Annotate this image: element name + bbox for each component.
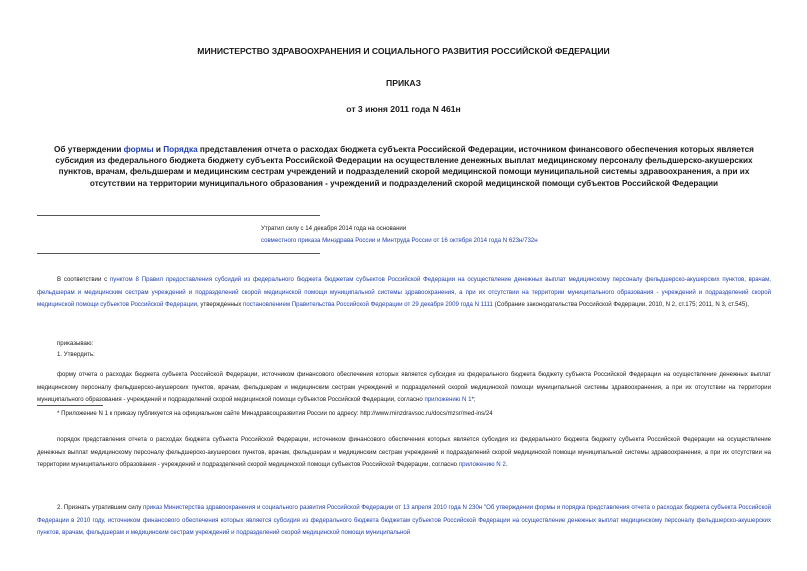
appendix-1-link[interactable]: приложению N 1 (424, 396, 472, 403)
divider (37, 215, 320, 216)
intro-text: В соответствии с (57, 276, 110, 283)
repeal-order-link[interactable]: совместного приказа Минздрава России и Минтруда России от 16 октября 2014 года N 623н/732н (261, 237, 538, 244)
item2-text: 2. Признать утратившим силу (57, 504, 144, 511)
procedure-item-paragraph (37, 434, 771, 472)
intro-paragraph (37, 274, 771, 312)
title-text: представления отчета о расходах бюджета субъекта Российской Федерации, источником финансового обеспечения которых является субсидия из федерального бюджета бюджету субъекта Российской Федерации на осуществление денежных выплат медицинскому персоналу фельдшерско-акушерских пунктов, врачам, фельдшерам и медицинским сестрам учреждений и подразделений скорой медицинской помощи муниципальной системы здравоохранения, а при их отсутствии на территории муниципального образования - учреждений и подразделений скорой медицинской помощи субъектов Российской Федерации (55, 145, 754, 188)
repeal-note-text: Утратил силу с 14 декабря 2014 года на основании (261, 225, 407, 232)
form-item-suffix: *; (471, 396, 476, 403)
document-date-number: от 3 июня 2011 года N 461н (346, 104, 461, 114)
footnote-divider (37, 405, 103, 406)
intro-text: , утвержденных (197, 301, 244, 308)
rules-link[interactable]: пунктом 8 Правил предоставления субсидий из федерального бюджета бюджетам субъектов Российской Федерации на осуществление денежных выплат медицинскому персоналу фельдшерско-акушерских пунктов, врачам, фельдшерам и медицинским сестрам учреждений и подразделений скорой медицинской помощи муниципальной системы здравоохранения, а при их отсутствии на территории муниципального образования - учреждений и подразделений скорой медицинской помощи субъектов Российской Федерации (37, 276, 771, 308)
form-item-paragraph (37, 369, 771, 407)
decree-link[interactable]: постановлением Правительства Российской Федерации от 29 декабря 2009 года N 1111 (243, 301, 493, 308)
orders-line: приказываю: (57, 340, 94, 347)
form-item-text: форму отчета о расходах бюджета субъекта Российской Федерации, источником финансового обеспечения которых является субсидия из федерального бюджета бюджету субъекта Российской Федерации на осуществление денежных выплат медицинскому персоналу фельдшерско-акушерских пунктов, врачам, фельдшерам и медицинским сестрам учреждений и подразделений скорой медицинской помощи муниципальной системы здравоохранения, а при их отсутствии на территории муниципального образования - учреждений и подразделений скорой медицинской помощи субъектов Российской Федерации, согласно (37, 371, 771, 403)
divider (37, 253, 320, 254)
repealed-order-link[interactable]: приказ Министерства здравоохранения и социального развития Российской Федерации от 13 апреля 2010 года N 230н "Об утверждении формы и порядка представления отчета о расходах бюджета субъекта Российской Федерации в 2010 году, источником финансового обеспечения которых является субсидия из федерального бюджета бюджетам субъектов Российской Федерации на осуществление денежных выплат медицинскому персоналу фельдшерско-акушерских пунктов, врачам, фельдшерам и медицинским сестрам учреждений и подразделений скорой медицинской помощи муниципальной (37, 504, 771, 536)
repeal-note (261, 223, 641, 247)
title-link-form[interactable]: формы (123, 145, 154, 154)
title-link-procedure[interactable]: Порядка (163, 145, 198, 154)
procedure-item-suffix: . (505, 461, 508, 468)
ministry-header: МИНИСТЕРСТВО ЗДРАВООХРАНЕНИЯ И СОЦИАЛЬНОГО РАЗВИТИЯ РОССИЙСКОЙ ФЕДЕРАЦИИ (197, 46, 610, 56)
title-text: и (153, 145, 164, 154)
document-type: ПРИКАЗ (386, 78, 421, 88)
item2-paragraph (37, 502, 771, 540)
procedure-item-text: порядок представления отчета о расходах бюджета субъекта Российской Федерации, источником финансового обеспечения которых является субсидия из федерального бюджета бюджету субъекта Российской Федерации на осуществление денежных выплат медицинскому персоналу фельдшерско-акушерских пунктов, врачам, фельдшерам и медицинским сестрам учреждений и подразделений скорой медицинской помощи муниципальной системы здравоохранения, а при их отсутствии на территории муниципального образования - учреждений и подразделений скорой медицинской помощи субъектов Российской Федерации, согласно (37, 436, 771, 468)
intro-text: (Собрание законодательства Российской Федерации, 2010, N 2, ст.175; 2011, N 3, ст.545), (492, 301, 749, 308)
appendix-2-link[interactable]: приложению N 2 (458, 461, 506, 468)
footnote: * Приложение N 1 к приказу публикуется на официальном сайте Минздравсоцразвития России по адресу: http://www.minzdravsoc.ru/docs/mzsr/med-ins/24 (57, 410, 493, 417)
title-text: Об утверждении (54, 145, 124, 154)
approve-line: 1. Утвердить: (57, 351, 95, 358)
document-title (44, 144, 764, 189)
